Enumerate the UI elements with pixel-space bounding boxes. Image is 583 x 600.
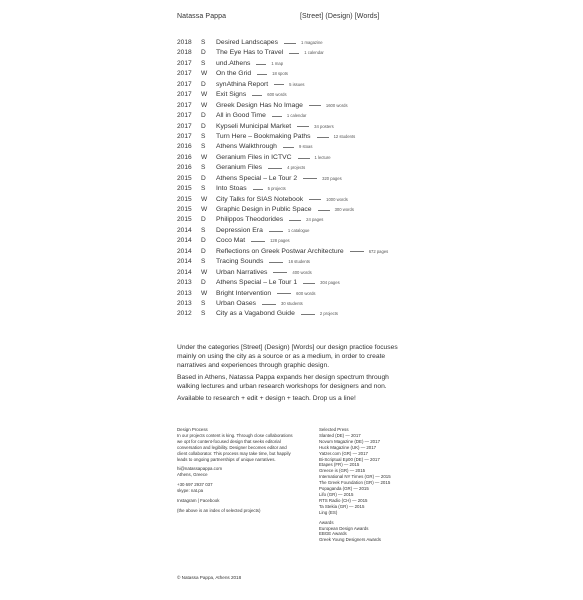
press-item[interactable]: Popaganda (GR) — 2015 [319, 486, 369, 492]
project-category: S [201, 143, 206, 151]
dash-separator [256, 64, 266, 65]
project-title[interactable]: Depression Era [216, 226, 263, 234]
project-year: 2015 [177, 185, 192, 193]
project-title[interactable]: Desired Landscapes [216, 39, 278, 46]
phone-link[interactable]: +30 697 2937 037 [177, 482, 213, 488]
press-item[interactable]: Greece is (GR) — 2015 [319, 468, 366, 474]
project-row[interactable] [177, 111, 577, 121]
project-row[interactable] [177, 90, 577, 100]
project-title[interactable]: und.Athens [216, 59, 251, 67]
dash-separator [251, 241, 265, 242]
social-links[interactable]: Instagram | Facebook [177, 498, 220, 504]
project-entry [216, 132, 355, 142]
project-year: 2014 [177, 258, 192, 266]
site-title[interactable]: Natassa Pappa [177, 13, 227, 20]
project-category: W [201, 101, 208, 109]
project-row[interactable] [177, 69, 577, 79]
project-title[interactable]: Turn Here – Bookmaking Paths [216, 132, 311, 140]
project-title[interactable]: Athens Walkthrough [216, 143, 277, 151]
press-item[interactable]: Bi-Scriptual Ep00 (DE) — 2017 [319, 456, 380, 462]
project-category: S [201, 59, 206, 67]
project-title[interactable]: Into Stoas [216, 185, 247, 193]
awards-title: Awards [319, 519, 334, 525]
project-year: 2013 [177, 299, 192, 307]
project-meta: 1 lecture [314, 154, 331, 160]
dash-separator [277, 293, 291, 294]
project-row[interactable] [177, 184, 577, 194]
dash-separator [309, 105, 321, 106]
project-row[interactable] [177, 174, 577, 184]
project-entry [216, 278, 340, 288]
project-row[interactable] [177, 289, 577, 299]
project-title[interactable]: On the Grid [216, 70, 252, 78]
skype-link[interactable]: skype: nat.pa [177, 488, 204, 494]
dash-separator [268, 168, 282, 169]
project-category: W [201, 91, 208, 99]
project-meta: 5 projects [267, 186, 286, 192]
project-category: S [201, 39, 206, 46]
project-category: D [201, 112, 206, 120]
project-meta: 24 pages [306, 217, 324, 223]
project-year: 2018 [177, 39, 192, 46]
project-meta: 300 words [334, 207, 354, 212]
press-item[interactable]: Yatzer.com (GR) — 2017 [319, 450, 368, 456]
project-entry [216, 257, 310, 267]
project-year: 2014 [177, 268, 192, 276]
project-entry [216, 247, 388, 257]
project-title[interactable]: Geranium Files [216, 164, 263, 172]
project-year: 2017 [177, 70, 192, 78]
project-entry [216, 184, 286, 194]
award-item: European Design Awards [319, 525, 369, 531]
project-entry [216, 80, 305, 90]
info-column-right [319, 427, 439, 547]
project-year: 2015 [177, 216, 192, 224]
project-entry [216, 48, 324, 58]
project-row[interactable] [177, 59, 577, 69]
project-meta: 1 magazine [300, 40, 323, 45]
project-category: W [201, 206, 208, 213]
project-year: 2017 [177, 122, 192, 130]
project-category: S [201, 185, 206, 193]
selected-press-block [319, 427, 439, 516]
project-title[interactable]: Athens Special – Le Tour 2 [216, 174, 298, 182]
project-title[interactable]: Greek Design Has No Image [216, 101, 303, 109]
project-meta: 5 issues [289, 81, 305, 87]
project-entry [216, 111, 306, 121]
project-title[interactable]: Geranium Files in ICTVC [216, 153, 292, 161]
index-note-block [177, 508, 297, 514]
dash-separator [298, 158, 310, 159]
project-meta: 128 pages [270, 238, 290, 244]
project-year: 2015 [177, 174, 192, 182]
project-entry [216, 205, 354, 215]
project-title[interactable]: City as a Vagabond Guide [216, 310, 295, 318]
press-item[interactable]: The Greek Foundation (GR) — 2015 [319, 480, 391, 486]
project-category: D [201, 247, 206, 255]
project-entry [216, 236, 290, 246]
project-category: W [201, 195, 208, 203]
project-year: 2017 [177, 112, 192, 120]
project-meta: 34 posters [314, 123, 334, 129]
dash-separator [283, 147, 294, 148]
project-index [177, 38, 577, 320]
project-title[interactable]: Exit Signs [216, 91, 247, 99]
project-row[interactable] [177, 48, 577, 58]
project-entry [216, 289, 316, 299]
project-year: 2016 [177, 153, 192, 161]
project-year: 2014 [177, 226, 192, 234]
project-title[interactable]: Urban Oases [216, 299, 257, 307]
project-row[interactable] [177, 257, 577, 267]
project-entry [216, 309, 338, 319]
project-title[interactable]: Athens Special – Le Tour 1 [216, 279, 298, 287]
project-meta: 320 pages [322, 175, 342, 181]
project-meta: 672 pages [368, 248, 389, 254]
project-entry [216, 268, 312, 278]
project-category: D [201, 237, 206, 245]
project-title[interactable]: Graphic Design in Public Space [216, 206, 312, 213]
press-item[interactable]: Slanted (DE) — 2017 [319, 432, 361, 438]
dash-separator [317, 137, 329, 138]
press-item[interactable]: International NY Times (GR) — 2015 [319, 474, 391, 480]
award-item: Greek Young Designers Awards [319, 537, 381, 543]
project-meta: 12 students [333, 133, 356, 139]
project-category: S [201, 299, 206, 307]
project-title[interactable]: The Eye Has to Travel [216, 49, 284, 57]
project-entry [216, 195, 348, 205]
project-title[interactable]: Coco Mat [216, 237, 246, 245]
category-nav[interactable]: [Street] (Design) [Words] [300, 13, 380, 20]
project-category: W [201, 70, 208, 78]
phone-block [177, 482, 297, 494]
project-meta: 400 words [292, 269, 312, 275]
project-row[interactable] [177, 299, 577, 309]
intro-paragraph-1: Under the categories [Street] (Design) [Words] our design practice focuses mainly on using the city as a source or as a medium, in order to create narratives and experiences through graphic design. [177, 344, 398, 370]
project-year: 2017 [177, 132, 192, 140]
email-link[interactable]: hi@natassapappa.com [177, 466, 222, 472]
project-title[interactable]: Bright Intervention [216, 289, 272, 297]
dash-separator [253, 189, 263, 190]
project-category: D [201, 216, 206, 224]
project-row[interactable] [177, 268, 577, 278]
project-year: 2013 [177, 279, 192, 287]
project-year: 2017 [177, 91, 192, 99]
project-year: 2016 [177, 164, 192, 172]
project-row[interactable] [177, 247, 577, 257]
project-row[interactable] [177, 309, 577, 319]
project-meta: 1 catalogue [287, 227, 310, 233]
project-row[interactable] [177, 215, 577, 225]
social-block [177, 498, 297, 504]
dash-separator [272, 116, 282, 117]
project-title[interactable]: synAthina Report [216, 80, 269, 88]
project-year: 2013 [177, 289, 192, 297]
dash-separator [257, 74, 267, 75]
project-entry [216, 90, 287, 100]
dash-separator [350, 251, 364, 252]
awards-block [319, 520, 439, 544]
dash-separator [289, 220, 301, 221]
project-title[interactable]: Urban Narratives [216, 268, 268, 276]
project-entry [216, 101, 348, 111]
dash-separator [309, 199, 321, 200]
press-item[interactable]: Lifo (GR) — 2015 [319, 491, 354, 497]
intro-paragraph-2: Based in Athens, Natassa Pappa expands her design spectrum through walking lectures and urban research workshops for designers and non. [177, 374, 389, 391]
project-row[interactable] [177, 205, 577, 215]
dash-separator [273, 272, 287, 273]
press-item[interactable]: Novum Magazine (DE) — 2017 [319, 438, 381, 444]
project-entry [216, 122, 334, 132]
press-item[interactable]: Etapes (FR) — 2015 [319, 462, 360, 468]
project-meta: 600 words [296, 290, 316, 296]
project-title[interactable]: Tracing Sounds [216, 258, 264, 266]
project-title[interactable]: City Talks for SIAS Notebook [216, 195, 304, 203]
project-category: S [201, 310, 206, 318]
selected-press-title: Selected Press [319, 427, 349, 432]
press-item[interactable]: Huck Magazine (UK) — 2017 [319, 444, 377, 450]
project-title[interactable]: Kypseli Municipal Market [216, 122, 292, 130]
project-meta: 304 pages [320, 280, 340, 286]
project-year: 2014 [177, 247, 192, 255]
project-year: 2017 [177, 101, 192, 109]
project-category: D [201, 49, 206, 57]
project-row[interactable] [177, 153, 577, 163]
project-entry [216, 163, 305, 173]
project-meta: 16 students [288, 259, 311, 265]
project-entry [216, 142, 312, 152]
index-note: (the above is an index of selected projects) [177, 507, 261, 513]
project-year: 2016 [177, 143, 192, 151]
footer-copyright: © Natassa Pappa, Athens 2018 [177, 575, 242, 580]
project-meta: 18 spots [272, 71, 288, 77]
project-meta: 1600 words [325, 102, 348, 108]
intro-text [177, 343, 409, 407]
project-meta: 30 students [281, 300, 303, 306]
project-title[interactable]: Reflections on Greek Postwar Architecture [216, 247, 344, 255]
project-category: D [201, 122, 206, 130]
dash-separator [301, 314, 315, 315]
contact-block [177, 466, 297, 478]
intro-paragraph-3: Available to research + edit + design + teach. Drop us a line! [177, 395, 356, 403]
project-entry [216, 69, 288, 79]
project-year: 2015 [177, 195, 192, 203]
project-category: D [201, 279, 206, 287]
project-year: 2017 [177, 59, 192, 67]
project-row[interactable] [177, 236, 577, 246]
project-row[interactable] [177, 142, 577, 152]
award-item: EBGE Awards [319, 531, 347, 537]
project-category: D [201, 174, 206, 182]
project-meta: 1 map [271, 60, 284, 66]
project-title[interactable]: All in Good Time [216, 112, 266, 120]
project-category: S [201, 164, 206, 172]
project-meta: 4 projects [287, 165, 306, 171]
press-item[interactable]: RTS Radio (CH) — 2015 [319, 497, 368, 503]
project-entry [216, 215, 323, 225]
project-row[interactable] [177, 101, 577, 111]
project-category: W [201, 153, 208, 161]
project-year: 2015 [177, 206, 192, 213]
project-meta: 600 words [267, 92, 287, 98]
project-entry [216, 299, 303, 309]
info-column-left [177, 427, 297, 518]
project-category: S [201, 258, 206, 266]
project-category: W [201, 268, 208, 276]
project-meta: 9 stoas [298, 144, 313, 150]
project-category: D [201, 80, 206, 88]
dash-separator [289, 53, 299, 54]
project-row[interactable] [177, 122, 577, 132]
design-process-block [177, 427, 297, 462]
project-row[interactable] [177, 195, 577, 205]
dash-separator [284, 43, 296, 44]
project-entry [216, 226, 310, 236]
press-item[interactable]: Ling (ES) [319, 509, 338, 515]
project-year: 2018 [177, 49, 192, 57]
project-category: S [201, 226, 206, 234]
project-row[interactable] [177, 226, 577, 236]
project-title[interactable]: Philippos Theodorides [216, 216, 284, 224]
project-meta: 1 calendar [286, 113, 307, 119]
dash-separator [274, 84, 284, 85]
project-entry [216, 59, 283, 69]
project-meta: 1000 words [326, 196, 348, 202]
dash-separator [252, 95, 262, 96]
dash-separator [297, 126, 309, 127]
project-row[interactable] [177, 38, 577, 48]
dash-separator [318, 210, 330, 211]
project-category: W [201, 289, 208, 297]
project-entry [216, 38, 323, 48]
project-year: 2012 [177, 310, 192, 318]
dash-separator [303, 178, 317, 179]
project-meta: 1 calendar [304, 50, 324, 56]
design-process-text: In our projects content is king. Through close collaborations we opt for content-focused design that seeks editorial conversation and legibility. Designer becomes editor and client collaborator. This process may take time, but happily leads to ongoing partnerships of unique narratives. [177, 432, 293, 462]
dash-separator [303, 283, 315, 284]
project-entry [216, 174, 342, 184]
dash-separator [262, 304, 276, 305]
project-meta: 2 projects [319, 311, 339, 317]
project-row[interactable] [177, 163, 577, 173]
dash-separator [269, 231, 283, 232]
project-row[interactable] [177, 80, 577, 90]
dash-separator [269, 262, 283, 263]
project-category: S [201, 132, 206, 140]
press-item[interactable]: Ta Stekia (GR) — 2015 [319, 503, 365, 509]
project-row[interactable] [177, 132, 577, 142]
project-year: 2014 [177, 237, 192, 245]
project-year: 2017 [177, 80, 192, 88]
design-process-title: Design Process [177, 427, 208, 432]
city-text: Athens, Greece [177, 472, 208, 478]
project-entry [216, 153, 331, 163]
project-row[interactable] [177, 278, 577, 288]
